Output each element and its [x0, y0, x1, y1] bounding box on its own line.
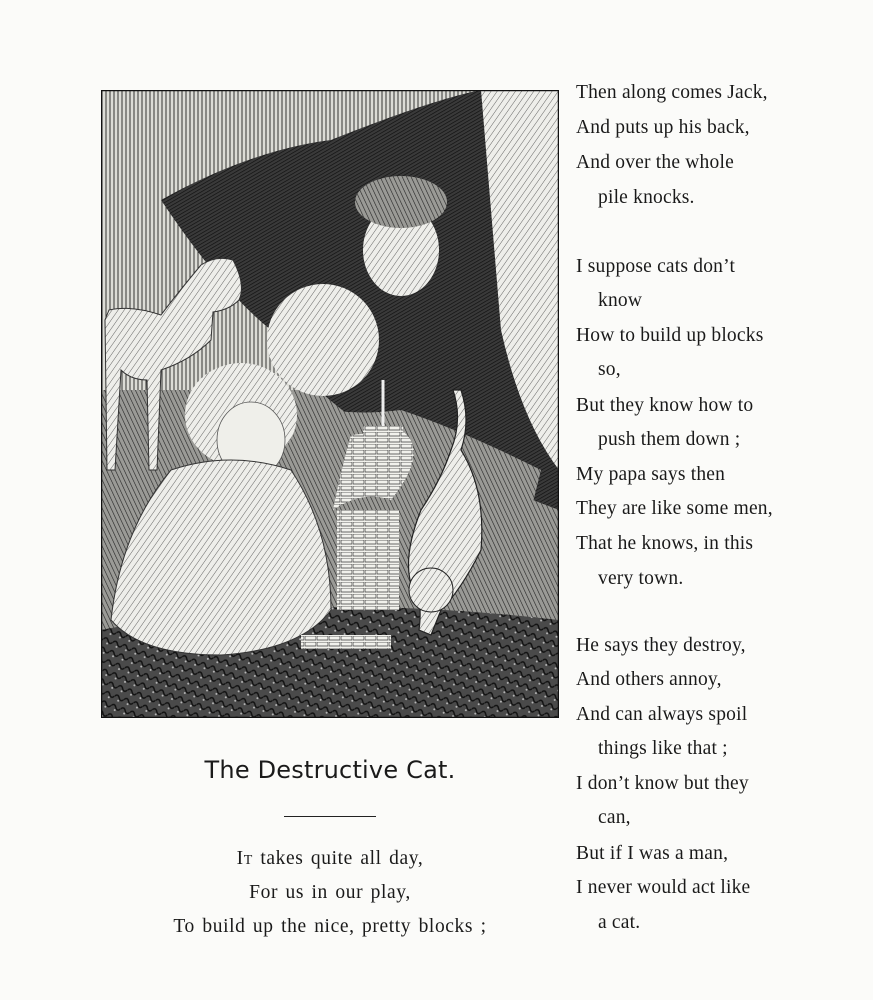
poem-line: can, — [598, 807, 631, 828]
line-text: takes quite all day, — [252, 848, 424, 869]
poem-line: And over the whole — [576, 152, 734, 173]
poem-line: My papa says then — [576, 464, 726, 485]
title-divider — [284, 816, 376, 817]
poem-line: To build up the nice, pretty blocks ; — [173, 916, 487, 937]
engraving-illustration — [101, 90, 559, 718]
poem-line: very town. — [598, 568, 684, 589]
drop-word: It — [236, 848, 253, 869]
poem-line: But if I was a man, — [576, 843, 729, 864]
poem-line: pile knocks. — [598, 187, 695, 208]
poem-line: I never would act like — [576, 877, 751, 898]
poem-line: things like that ; — [598, 738, 728, 759]
poem-line: Then along comes Jack, — [576, 82, 768, 103]
poem-line — [101, 842, 559, 876]
poem-line: They are like some men, — [576, 498, 773, 519]
poem-line: so, — [598, 359, 621, 380]
poem-line: a cat. — [598, 912, 641, 933]
poem-line: And puts up his back, — [576, 117, 750, 138]
stanza-one — [101, 842, 559, 944]
poem-line: But they know how to — [576, 395, 754, 416]
poem-line: And others annoy, — [576, 669, 722, 690]
poem-title: The Destructive Cat. — [204, 756, 456, 784]
poem-line: And can always spoil — [576, 704, 748, 725]
poem-line: How to build up blocks — [576, 325, 764, 346]
poem-line: For us in our play, — [249, 882, 411, 903]
poem-line: That he knows, in this — [576, 533, 754, 554]
poem-line: He says they destroy, — [576, 635, 746, 656]
poem-line: know — [598, 290, 643, 311]
poem-line: I suppose cats don’t — [576, 256, 736, 277]
poem-line: push them down ; — [598, 429, 741, 450]
poem-line: I don’t know but they — [576, 773, 749, 794]
